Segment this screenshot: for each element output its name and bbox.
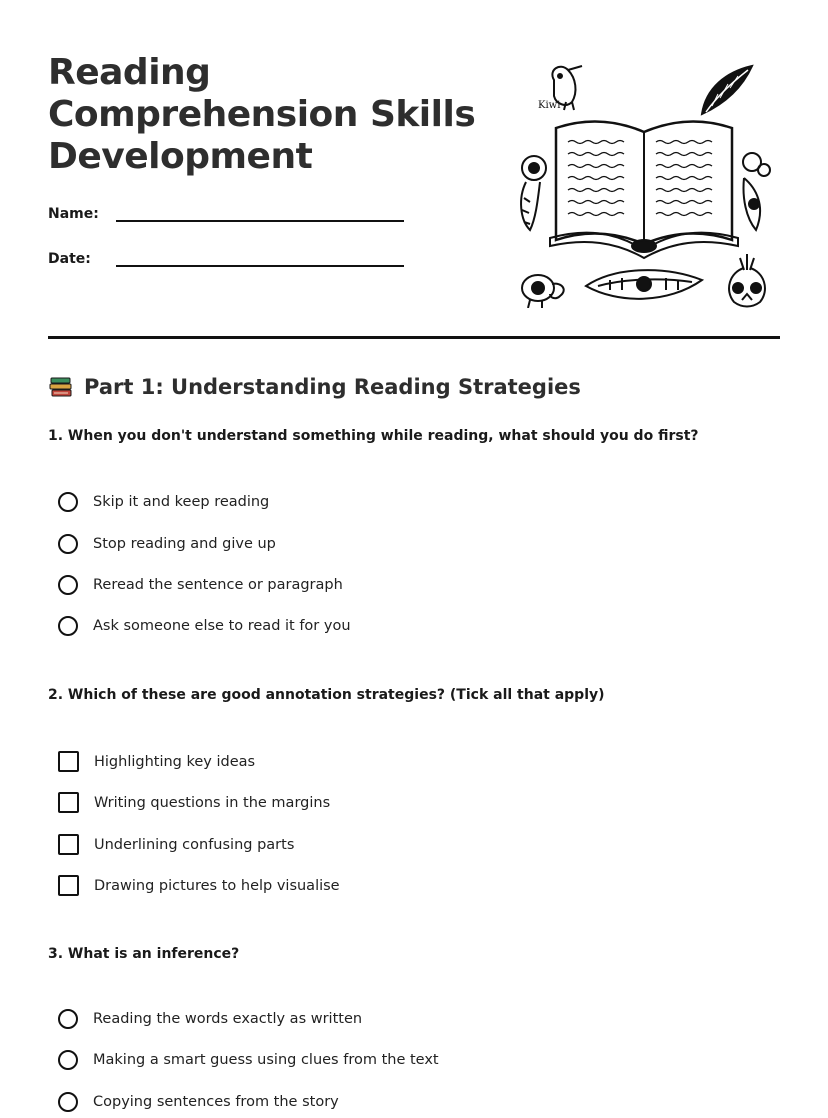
option-label: Underlining confusing parts	[94, 836, 295, 853]
question-1: 1. When you don't understand something while reading, what should you do first?	[48, 428, 699, 444]
leaf-carving-icon	[586, 270, 702, 299]
option-label: Highlighting key ideas	[94, 753, 256, 770]
q2-option-4[interactable]	[58, 875, 340, 896]
option-label: Stop reading and give up	[93, 536, 276, 552]
checkbox[interactable]	[58, 834, 79, 855]
q3-option-2[interactable]	[58, 1050, 439, 1070]
q3-option-1[interactable]	[58, 1009, 362, 1029]
checkbox[interactable]	[58, 792, 79, 813]
page-title	[48, 52, 488, 178]
radio-button[interactable]	[58, 534, 78, 554]
header-divider	[48, 336, 780, 339]
radio-button[interactable]	[58, 1009, 78, 1029]
name-label: Name:	[48, 206, 99, 222]
option-label: Ask someone else to read it for you	[93, 618, 351, 634]
date-field[interactable]	[48, 247, 404, 267]
books-icon	[48, 374, 74, 400]
option-label: Skip it and keep reading	[93, 494, 270, 510]
q2-option-3[interactable]	[58, 834, 294, 855]
radio-button[interactable]	[58, 616, 78, 636]
title-line-1: Reading	[48, 52, 211, 93]
kiwi-label: Kiwi	[538, 100, 561, 111]
option-label: Reread the sentence or paragraph	[93, 577, 343, 593]
radio-button[interactable]	[58, 1092, 78, 1112]
title-line-2: Comprehension Skills	[48, 94, 476, 135]
date-line[interactable]	[116, 247, 404, 267]
worksheet-header	[48, 52, 780, 312]
fern-icon	[702, 66, 752, 114]
q1-option-1[interactable]	[58, 492, 269, 512]
checkbox[interactable]	[58, 751, 79, 772]
mask-carving-icon	[729, 254, 765, 307]
radio-button[interactable]	[58, 575, 78, 595]
option-label: Making a smart guess using clues from the text	[93, 1052, 439, 1068]
date-label: Date:	[48, 251, 91, 267]
question-2: 2. Which of these are good annotation strategies? (Tick all that apply)	[48, 687, 605, 703]
title-line-3: Development	[48, 136, 313, 177]
part1-heading	[48, 374, 581, 400]
radio-button[interactable]	[58, 1050, 78, 1070]
name-field[interactable]	[48, 202, 404, 222]
option-label: Reading the words exactly as written	[93, 1011, 363, 1027]
radio-button[interactable]	[58, 492, 78, 512]
book-illustration	[516, 58, 772, 308]
question-3: 3. What is an inference?	[48, 946, 240, 962]
part1-title: Part 1: Understanding Reading Strategies	[84, 375, 581, 399]
name-line[interactable]	[116, 202, 404, 222]
q1-option-2[interactable]	[58, 534, 276, 554]
q1-option-3[interactable]	[58, 575, 343, 595]
option-label: Writing questions in the margins	[94, 794, 331, 811]
checkbox[interactable]	[58, 875, 79, 896]
q2-option-2[interactable]	[58, 792, 330, 813]
q1-option-4[interactable]	[58, 616, 351, 636]
open-book-icon	[550, 122, 738, 258]
option-label: Copying sentences from the story	[93, 1094, 339, 1110]
option-label: Drawing pictures to help visualise	[94, 877, 340, 894]
koru-carving-right-icon	[743, 153, 770, 230]
koru-carving-left-icon	[521, 156, 546, 230]
q3-option-3[interactable]	[58, 1092, 339, 1112]
bird-carving-icon	[522, 275, 564, 308]
q2-option-1[interactable]	[58, 751, 255, 772]
